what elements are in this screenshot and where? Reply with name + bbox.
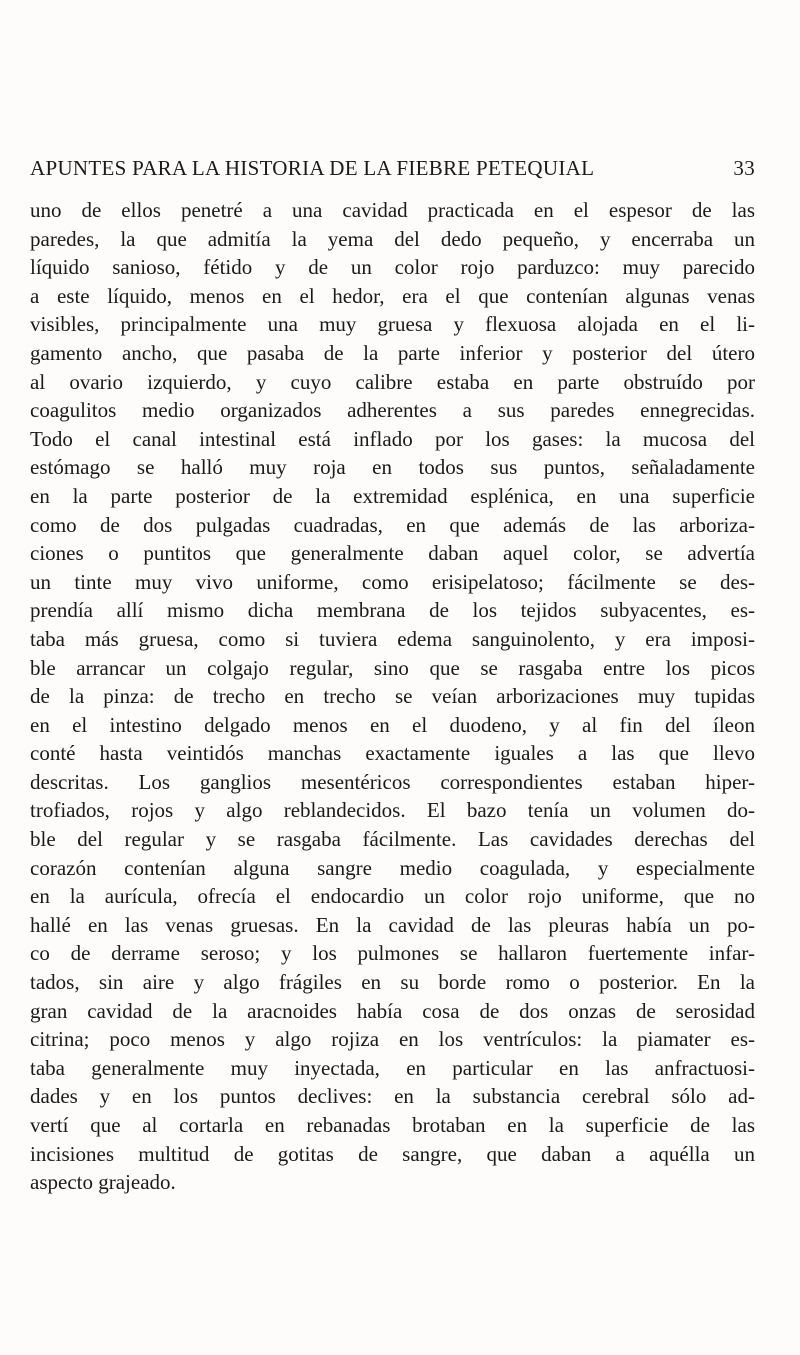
text-line: ble del regular y se rasgaba fácilmente. Las cavidades derechas del — [30, 827, 755, 852]
text-line: Todo el canal intestinal está inflado por los gases: la mucosa del — [30, 426, 755, 451]
running-header — [30, 156, 755, 186]
text-line: ciones o puntitos que generalmente daban aquel color, se advertía — [30, 541, 755, 566]
text-line: descritas. Los ganglios mesentéricos correspondientes estaban hiper- — [30, 769, 755, 794]
text-line: taba más gruesa, como si tuviera edema sanguinolento, y era imposi- — [30, 626, 755, 651]
text-line: prendía allí mismo dicha membrana de los tejidos subyacentes, es- — [30, 598, 755, 623]
text-line: visibles, principalmente una muy gruesa y flexuosa alojada en el li- — [30, 312, 755, 337]
running-title: APUNTES PARA LA HISTORIA DE LA FIEBRE PETEQUIAL — [30, 156, 595, 180]
text-line: ble arrancar un colgajo regular, sino que se rasgaba entre los picos — [30, 655, 755, 680]
text-line: un tinte muy vivo uniforme, como erisipelatoso; fácilmente se des- — [30, 569, 755, 594]
text-line: taba generalmente muy inyectada, en particular en las anfractuosi- — [30, 1055, 755, 1080]
text-line: al ovario izquierdo, y cuyo calibre estaba en parte obstruído por — [30, 369, 755, 394]
text-line: uno de ellos penetré a una cavidad practicada en el espesor de las — [30, 198, 755, 222]
text-line-last: aspecto grajeado. — [30, 1170, 176, 1195]
text-line: vertí que al cortarla en rebanadas brotaban en la superficie de las — [30, 1113, 755, 1137]
text-line: estómago se halló muy roja en todos sus puntos, señaladamente — [30, 455, 755, 480]
text-line: líquido sanioso, fétido y de un color rojo parduzco: muy parecido — [30, 255, 755, 280]
text-line: en el intestino delgado menos en el duodeno, y al fin del íleon — [30, 712, 755, 737]
text-line: trofiados, rojos y algo reblandecidos. El bazo tenía un volumen do- — [30, 798, 755, 823]
text-line: citrina; poco menos y algo rojiza en los ventrículos: la piamater es- — [30, 1027, 755, 1052]
text-line: dades y en los puntos declives: en la substancia cerebral sólo ad- — [30, 1084, 755, 1109]
text-line: gran cavidad de la aracnoides había cosa de dos onzas de serosidad — [30, 998, 755, 1023]
text-line: como de dos pulgadas cuadradas, en que además de las arboriza- — [30, 512, 755, 537]
text-line: corazón contenían alguna sangre medio coagulada, y especialmente — [30, 855, 755, 880]
text-line: en la aurícula, ofrecía el endocardio un color rojo uniforme, que no — [30, 884, 755, 909]
body-paragraph — [30, 196, 755, 1197]
text-line: hallé en las venas gruesas. En la cavidad de las pleuras había un po- — [30, 912, 755, 937]
text-line: conté hasta veintidós manchas exactamente iguales a las que llevo — [30, 741, 755, 766]
text-line: a este líquido, menos en el hedor, era el que contenían algunas venas — [30, 283, 755, 308]
text-line: paredes, la que admitía la yema del dedo pequeño, y encerraba un — [30, 226, 755, 251]
text-line: en la parte posterior de la extremidad esplénica, en una superficie — [30, 483, 755, 508]
text-line: incisiones multitud de gotitas de sangre, que daban a aquélla un — [30, 1141, 755, 1166]
text-line: coagulitos medio organizados adherentes a sus paredes ennegrecidas. — [30, 398, 755, 423]
text-line: co de derrame seroso; y los pulmones se hallaron fuertemente infar- — [30, 941, 755, 966]
page-number: 33 — [733, 156, 755, 180]
text-line: tados, sin aire y algo frágiles en su borde romo o posterior. En la — [30, 970, 755, 995]
text-line: de la pinza: de trecho en trecho se veían arborizaciones muy tupidas — [30, 684, 755, 709]
text-line: gamento ancho, que pasaba de la parte inferior y posterior del útero — [30, 340, 755, 365]
